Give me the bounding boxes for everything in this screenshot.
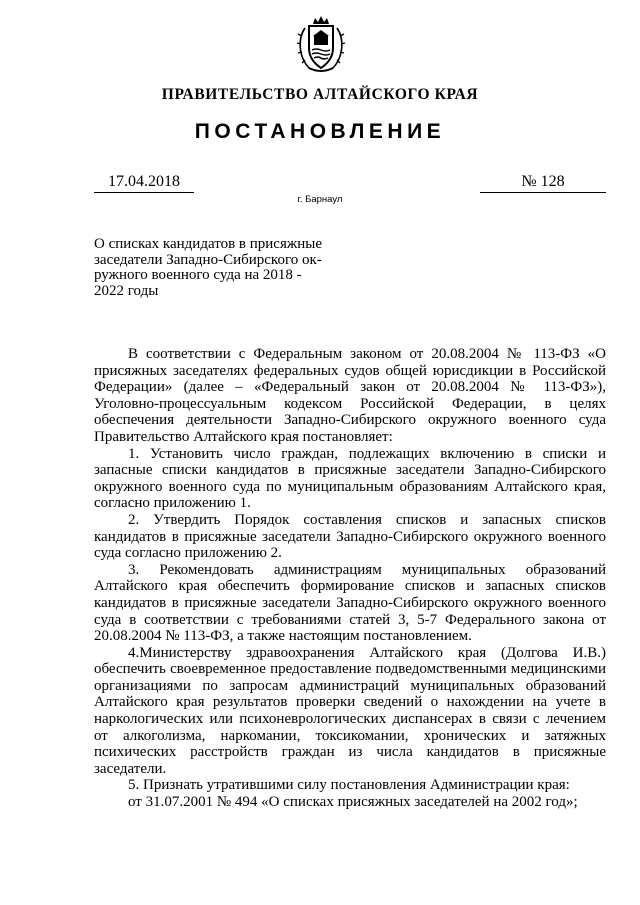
government-title: ПРАВИТЕЛЬСТВО АЛТАЙСКОГО КРАЯ xyxy=(161,86,479,103)
document-subject xyxy=(94,237,342,299)
subject-line: О списках кандидатов в присяжные xyxy=(94,236,322,252)
document-number: № 128 xyxy=(480,172,606,193)
clause-5-paragraph: 5. Признать утратившими силу постановления Администрации края: xyxy=(128,777,570,794)
document-body xyxy=(94,346,606,811)
document-city: г. Барнаул xyxy=(297,194,343,205)
subject-line: 2022 годы xyxy=(94,282,159,299)
subject-line: заседатели Западно-Сибирского ок- xyxy=(94,251,322,268)
clause-1-paragraph: 1. Установить число граждан, подлежащих включению в списки и запасные списки кандидатов в присяжные заседатели Западно-Сибирского окружного военного суда по муниципальным образованиям Алтайского края, согласно приложению 1. xyxy=(94,445,606,512)
clause-2-paragraph: 2. Утвердить Порядок составления списков и запасных списков кандидатов в присяжные заседатели Западно-Сибирского окружного военного суда согласно приложению 2. xyxy=(94,511,606,562)
subject-line: ружного военного суда на 2018 - xyxy=(94,267,302,283)
clause-3-paragraph: 3. Рекомендовать администрациям муниципальных образований Алтайского края обеспечить формирование списков и запасных списков кандидатов в присяжные заседатели Западно-Сибирского окружного военного суда в соответствии с требованиями статей 3, 5-7 Федерального закона от 20.08.2004 № 113-ФЗ, а также настоящим постановлением. xyxy=(94,561,606,645)
preamble-paragraph: В соответствии с Федеральным законом от 20.08.2004 № 113-ФЗ «О присяжных заседателях федеральных судов общей юрисдикции в Российской Федерации» (далее – «Федеральный закон от 20.08.2004 № 113-ФЗ»), Уголовно-процессуальным кодексом Российской Федерации, в целях обеспечения деятельности Западно-Сибирского окружного военного суда Правительство Алтайского края постановляет: xyxy=(94,346,606,445)
document-type-title: ПОСТАНОВЛЕНИЕ xyxy=(194,120,446,143)
clause-5-item: от 31.07.2001 № 494 «О списках присяжных заседателей на 2002 год»; xyxy=(128,794,578,811)
document-date: 17.04.2018 xyxy=(94,172,194,193)
coat-of-arms-icon xyxy=(295,14,347,76)
clause-4-paragraph: 4.Министерству здравоохранения Алтайского края (Долгова И.В.) обеспечить своевременное предоставление подведомственными медицинскими организациями по запросам администраций муниципальных образований Алтайского края результатов проверки сведений о нахождении на учете в наркологических или психоневрологических диспансерах в связи с лечением от алкоголизма, наркомании, токсикомании, хронических и затяжных психических расстройств граждан из числа кандидатов в присяжные заседатели. xyxy=(94,644,606,777)
